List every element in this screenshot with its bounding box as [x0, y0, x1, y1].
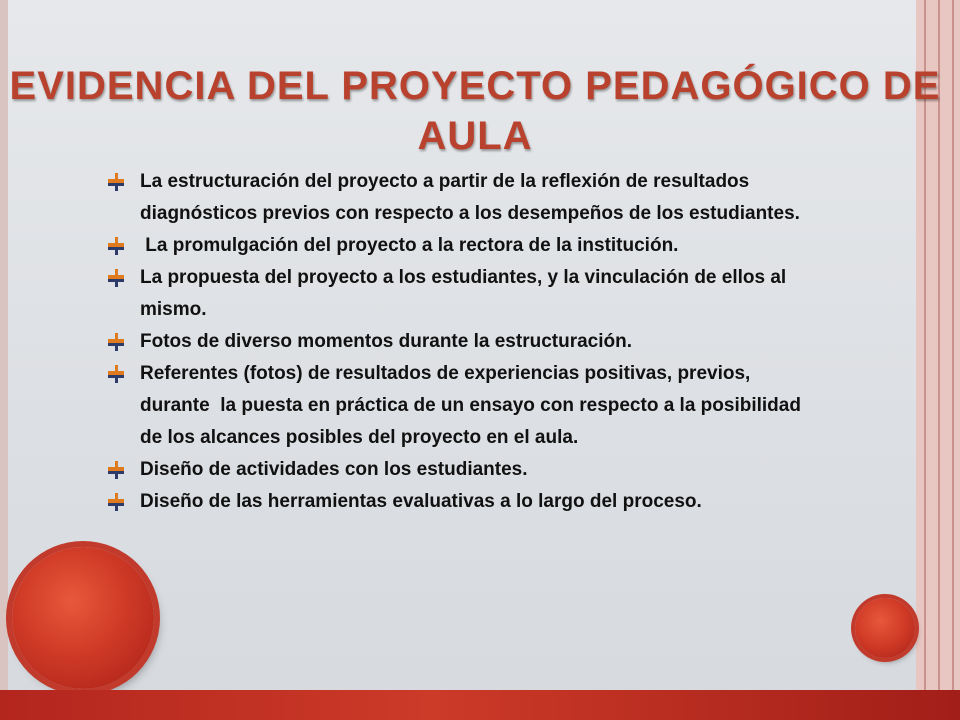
bullet-item [100, 326, 910, 358]
bullet-text-line: Diseño de actividades con los estudiantes. [140, 459, 528, 480]
bullet-icon [106, 269, 126, 287]
bullet-text-line: diagnósticos previos con respecto a los desempeños de los estudiantes. [140, 203, 800, 224]
decorative-red-circle-large [12, 547, 154, 689]
bullet-item [100, 230, 910, 262]
title-line-1: EVIDENCIA DEL PROYECTO PEDAGÓGICO DE [9, 63, 941, 108]
bullet-text-line: durante la puesta en práctica de un ensayo con respecto a la posibilidad [140, 395, 801, 416]
bullet-item [100, 358, 910, 454]
bullet-text-line: de los alcances posibles del proyecto en el aula. [140, 427, 579, 448]
bullet-icon [106, 493, 126, 511]
bullet-icon [106, 365, 126, 383]
stripe-line [952, 0, 954, 720]
bullet-icon [106, 333, 126, 351]
bullet-icon [106, 173, 126, 191]
bullet-text-line: Referentes (fotos) de resultados de experiencias positivas, previos, [140, 363, 751, 384]
bottom-red-band [0, 690, 960, 720]
bullet-text-line: La propuesta del proyecto a los estudiantes, y la vinculación de ellos al [140, 267, 787, 288]
bullet-text-line: La estructuración del proyecto a partir de la reflexión de resultados [140, 171, 750, 192]
bullet-icon [106, 461, 126, 479]
decorative-red-circle-small [855, 598, 915, 658]
bullet-list [100, 166, 910, 518]
bullet-item [100, 262, 910, 326]
bullet-text-line: mismo. [140, 299, 207, 320]
title-line-2: AULA [417, 113, 533, 158]
slide-title [0, 61, 950, 161]
bullet-item [100, 166, 910, 230]
bullet-item [100, 486, 910, 518]
bullet-icon [106, 237, 126, 255]
bullet-text-line: Diseño de las herramientas evaluativas a lo largo del proceso. [140, 491, 702, 512]
bullet-text-line: Fotos de diverso momentos durante la estructuración. [140, 331, 632, 352]
bullet-item [100, 454, 910, 486]
bullet-text-line: La promulgación del proyecto a la rectora de la institución. [140, 235, 679, 256]
